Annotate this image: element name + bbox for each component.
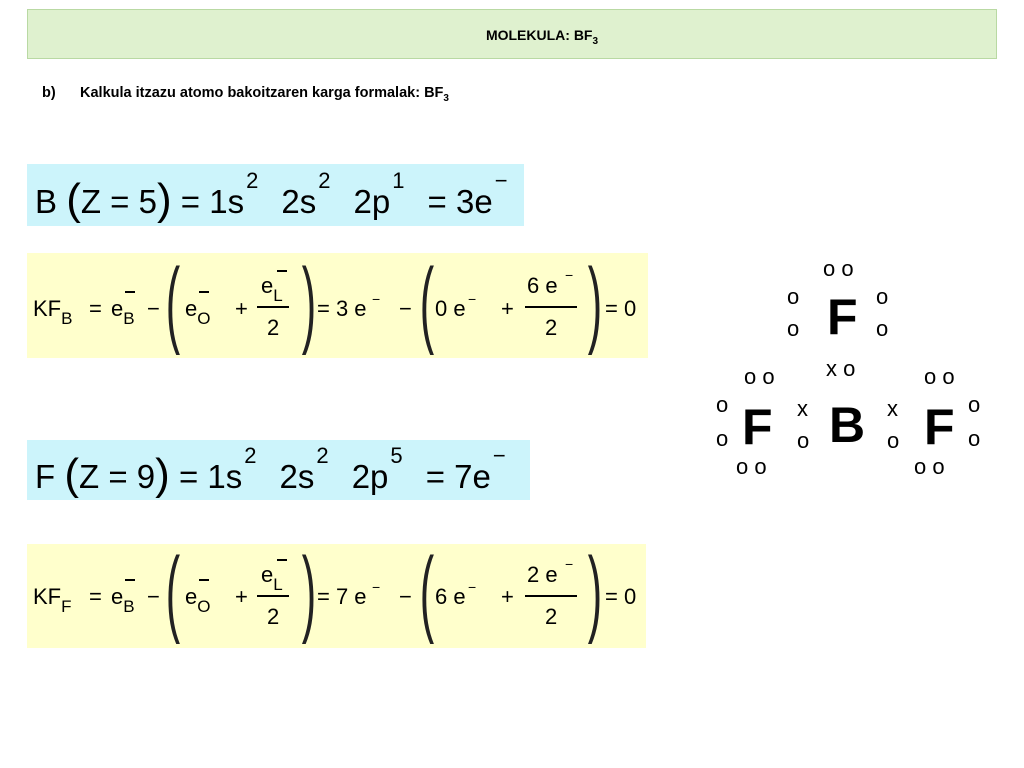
paren-left-2: ( [419, 538, 435, 645]
minus-sup: − [468, 579, 477, 595]
kf-subscript: B [61, 309, 73, 328]
sup-2p: 1 [392, 168, 405, 193]
minus-sup: − [565, 267, 574, 283]
bond-electrons [261, 273, 283, 305]
denominator-1: 2 [267, 315, 280, 340]
paren-left-2: ( [419, 249, 435, 356]
e-symbol: e [185, 296, 198, 321]
eo-subscript: O [197, 597, 211, 616]
term-1s: 1s [207, 458, 243, 495]
paren-right: ) [301, 538, 317, 645]
minus-bar [125, 291, 135, 293]
plus-1: + [235, 296, 248, 321]
lewis-structure [700, 250, 1000, 490]
value-lone: 0 e [435, 296, 466, 321]
open-paren: ( [64, 450, 79, 499]
eo-subscript: O [197, 309, 211, 328]
term-2s: 2s [281, 183, 317, 220]
sup-2s: 2 [316, 443, 329, 468]
e-symbol: e [261, 273, 274, 298]
minus-bar [199, 579, 209, 581]
paren-right-2: ) [587, 538, 603, 645]
paren-left: ( [165, 538, 181, 645]
e-symbol: e [111, 296, 124, 321]
minus-2: − [399, 296, 412, 321]
atom-b: B [829, 397, 866, 453]
fraction-line [257, 595, 289, 597]
lone-electron: o [968, 426, 981, 451]
value-valence: = 7 e [317, 584, 367, 609]
denominator-2: 2 [545, 604, 558, 629]
atom-f-right: F [924, 399, 955, 455]
fluorine-valence: 7e [454, 458, 491, 495]
bond-o-right: o [887, 428, 900, 453]
sup-2s: 2 [318, 168, 331, 193]
e-symbol: e [185, 584, 198, 609]
lone-electron: o [968, 392, 981, 417]
fluorine-config-eq [35, 443, 506, 499]
lone-pair-left-bottom: o o [736, 454, 767, 479]
paren-right: ) [301, 249, 317, 356]
boron-z: Z = 5 [80, 183, 157, 220]
value-valence: = 3 e [317, 296, 367, 321]
title-bar [27, 9, 997, 59]
minus-sup: − [494, 168, 508, 193]
question-text: Kalkula itzazu atomo bakoitzaren karga formalak: BF [80, 85, 444, 101]
equals: = [178, 458, 199, 495]
boron-symbol: B [35, 183, 58, 220]
fraction-line [257, 306, 289, 308]
kf-fluorine-box [27, 538, 646, 648]
eb-subscript: B [123, 597, 135, 616]
lone-electron: o [716, 426, 729, 451]
bond-x-left: x [797, 396, 808, 421]
question-subscript: 3 [443, 93, 449, 104]
bond-o-left: o [797, 428, 810, 453]
valence-electrons [111, 584, 135, 616]
el-subscript: L [273, 575, 283, 594]
numerator-2: 6 e [527, 273, 558, 298]
sup-1s: 2 [244, 443, 257, 468]
plus-2: + [501, 584, 514, 609]
kf-text: KF [33, 296, 62, 321]
minus-bar [199, 291, 209, 293]
question-label: b) [42, 85, 56, 101]
equals-2: = [425, 458, 445, 495]
boron-valence: 3e [455, 183, 493, 220]
equals: = [180, 183, 201, 220]
fluorine-config-box [27, 440, 530, 500]
minus-1: − [147, 296, 160, 321]
lone-electron: o [876, 284, 889, 309]
lone-electron: o [787, 316, 800, 341]
question [42, 85, 449, 104]
fluorine-z: Z = 9 [79, 458, 156, 495]
term-1s: 1s [209, 183, 245, 220]
other-electrons [185, 584, 211, 616]
paren-left: ( [165, 249, 181, 356]
result-b: = 0 [605, 296, 637, 321]
equals-1: = [89, 296, 102, 321]
equals-2: = [427, 183, 447, 220]
eb-subscript: B [123, 309, 135, 328]
paren-right-2: ) [587, 249, 603, 356]
minus-2: − [399, 584, 412, 609]
title-text: MOLEKULA: BF [485, 27, 593, 43]
numerator-2: 2 e [527, 562, 558, 587]
kf-label [33, 296, 73, 328]
minus-sup: − [372, 291, 381, 307]
el-subscript: L [273, 286, 283, 305]
term-2p: 2p [353, 183, 391, 220]
minus-bar [277, 270, 287, 272]
term-2p: 2p [351, 458, 389, 495]
lone-pair-right-bottom: o o [914, 454, 945, 479]
denominator-1: 2 [267, 604, 280, 629]
plus-1: + [235, 584, 248, 609]
lone-pair-right-top: o o [924, 364, 955, 389]
minus-sup: − [468, 291, 477, 307]
minus-1: − [147, 584, 160, 609]
lone-electron: o [787, 284, 800, 309]
result-f: = 0 [605, 584, 637, 609]
bond-pair-top: x o [826, 356, 856, 381]
minus-sup: − [565, 556, 574, 572]
term-2s: 2s [279, 458, 315, 495]
kf-boron-box [27, 249, 648, 358]
denominator-2: 2 [545, 315, 558, 340]
kf-label [33, 584, 72, 616]
open-paren: ( [66, 175, 81, 224]
lone-pair-left-top: o o [744, 364, 775, 389]
minus-bar [125, 579, 135, 581]
fraction-line [525, 595, 577, 597]
sup-1s: 2 [246, 168, 259, 193]
kf-text: KF [33, 584, 62, 609]
bond-electrons [261, 562, 283, 594]
value-lone: 6 e [435, 584, 466, 609]
lone-pair-top: o o [823, 256, 854, 281]
atom-f-left: F [742, 399, 773, 455]
equals-1: = [89, 584, 102, 609]
minus-bar [277, 559, 287, 561]
minus-sup: − [372, 579, 381, 595]
atom-f-top: F [827, 289, 858, 345]
close-paren: ) [155, 450, 170, 499]
fluorine-symbol: F [35, 458, 56, 495]
close-paren: ) [156, 175, 172, 224]
fraction-line [525, 306, 577, 308]
plus-2: + [501, 296, 514, 321]
lone-electron: o [716, 392, 729, 417]
title-subscript: 3 [592, 36, 599, 47]
bond-x-right: x [887, 396, 898, 421]
other-electrons [185, 296, 211, 328]
page-title [28, 27, 996, 47]
kf-subscript: F [61, 597, 72, 616]
boron-config-box [27, 164, 524, 226]
boron-config-eq [35, 168, 508, 224]
minus-sup: − [492, 443, 506, 468]
e-symbol: e [261, 562, 274, 587]
e-symbol: e [111, 584, 124, 609]
valence-electrons [111, 296, 135, 328]
lone-electron: o [876, 316, 889, 341]
sup-2p: 5 [390, 443, 403, 468]
